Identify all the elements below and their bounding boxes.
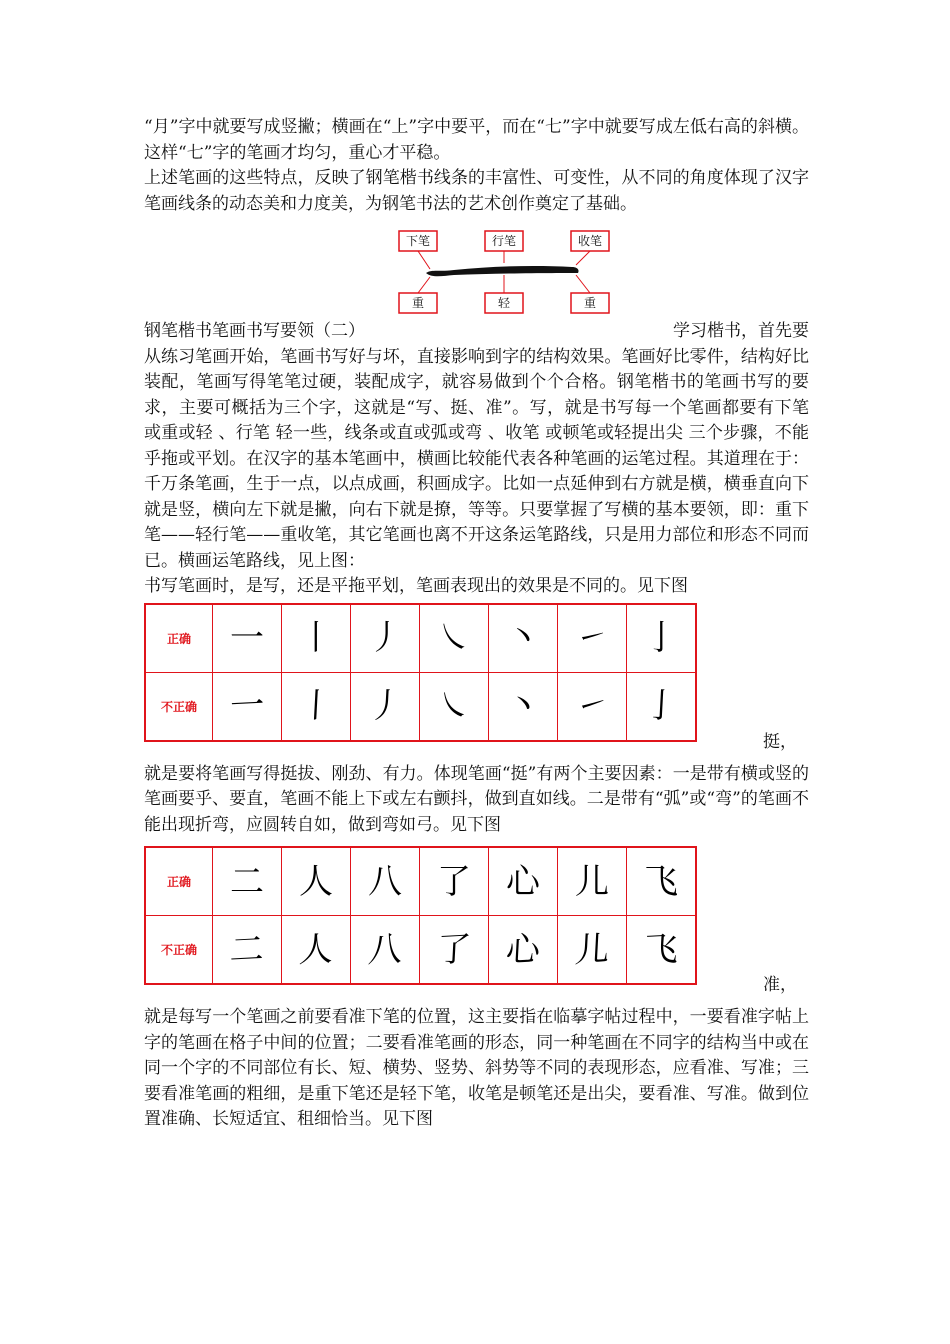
table-cell	[213, 672, 282, 741]
horizontal-stroke-diagram	[144, 229, 809, 317]
stroke-glyph: ㇏	[437, 618, 471, 658]
char-glyph: 飞	[644, 861, 678, 902]
stroke-glyph: ㇏	[435, 685, 473, 727]
stroke-glyph: 丶	[506, 618, 540, 658]
char-glyph: 八	[368, 861, 402, 902]
stroke-table-1	[144, 603, 809, 752]
char-glyph: 飞	[642, 928, 680, 971]
comparison-table	[144, 603, 697, 742]
document-page	[144, 115, 809, 1133]
char-glyph: 儿	[575, 861, 609, 902]
stroke-glyph: ㇀	[575, 618, 609, 658]
arrow-line	[576, 251, 590, 265]
brush-stroke	[426, 266, 579, 276]
paragraph: 就是每写一个笔画之前要看准下笔的位置，这主要指在临摹字帖过程中，一要看准字帖上字的笔画在格子中间的位置；二要看准笔画的形态，同一种笔画在不同字的结构当中或在同一个字的不同部位有长、短、横势、竖势、斜势等不同的表现形态，应看准、写准；三要看准笔画的粗细，是重下笔还是轻下笔，收笔是顿笔还是出尖，要看准、写准。做到位置准确、长短适宜、租细恰当。见下图	[144, 1007, 809, 1129]
stroke-glyph: 丶	[504, 685, 542, 727]
section-title: 钢笔楷书笔画书写要领（二）	[144, 321, 365, 341]
stroke-glyph: 一	[230, 618, 264, 658]
label-shoubi: 收笔	[577, 234, 603, 248]
table-cell	[420, 916, 489, 985]
table-row	[145, 847, 696, 916]
trailing-word: 准，	[763, 975, 797, 995]
table-cell	[420, 672, 489, 741]
comparison-table	[144, 846, 697, 985]
char-glyph: 人	[297, 928, 335, 971]
table-cell	[420, 604, 489, 673]
label-zhong-1: 重	[411, 296, 425, 310]
stroke-glyph: 丿	[366, 685, 404, 727]
section-heading-row	[144, 319, 809, 345]
stroke-glyph: 亅	[642, 685, 680, 727]
arrow-line	[418, 251, 430, 269]
arrow-line	[576, 275, 590, 293]
row-label-correct: 正确	[145, 604, 213, 673]
table-cell	[489, 916, 558, 985]
table-cell	[351, 916, 420, 985]
table-cell	[282, 672, 351, 741]
stroke-diagram-svg	[394, 229, 614, 317]
table-row	[145, 916, 696, 985]
row-label-incorrect: 不正确	[145, 916, 213, 985]
label-qing: 轻	[497, 296, 511, 310]
label-zhong-2: 重	[583, 296, 597, 310]
table-cell	[351, 604, 420, 673]
table-row	[145, 672, 696, 741]
label-xingbi: 行笔	[491, 234, 517, 248]
table-cell	[558, 916, 627, 985]
stroke-glyph: 丨	[299, 618, 333, 658]
stroke-glyph: 丨	[297, 685, 335, 727]
table-cell	[558, 847, 627, 916]
table-cell	[282, 916, 351, 985]
stroke-glyph: 丿	[368, 618, 402, 658]
section-intro-right: 学习楷书，首先要	[673, 321, 809, 341]
table-cell	[627, 672, 697, 741]
table-cell	[489, 847, 558, 916]
char-glyph: 了	[435, 928, 473, 971]
stroke-glyph: ㇀	[573, 685, 611, 727]
table-cell	[627, 604, 697, 673]
char-glyph: 二	[230, 861, 264, 902]
paragraph: 上述笔画的这些特点，反映了钢笔楷书线条的丰富性、可变性，从不同的角度体现了汉字笔画线条的动态美和力度美，为钢笔书法的艺术创作奠定了基础。	[144, 168, 809, 214]
paragraph: 书写笔画时，是写，还是平拖平划，笔画表现出的效果是不同的。见下图	[144, 576, 688, 596]
table-cell	[351, 672, 420, 741]
table-cell	[558, 604, 627, 673]
paragraph: “月”字中就要写成竖撇；横画在“上”字中要平，而在“七”字中就要写成左低右高的斜横。这样“七”字的笔画才均匀，重心才平稳。	[144, 117, 809, 163]
char-glyph: 人	[299, 861, 333, 902]
row-label-correct: 正确	[145, 847, 213, 916]
paragraph: 就是要将笔画写得挺拔、刚劲、有力。体现笔画“挺”有两个主要因素：一是带有横或竖的笔画要乎、要直，笔画不能上下或左右颤抖，做到直如线。二是带有“弧”或“弯”的笔画不能出现折弯，应圆转自如，做到弯如弓。见下图	[144, 763, 809, 835]
table-cell	[489, 672, 558, 741]
arrow-line	[418, 277, 430, 293]
table-cell	[420, 847, 489, 916]
char-glyph: 儿	[573, 928, 611, 971]
stroke-table-2	[144, 846, 809, 995]
stroke-glyph: 一	[228, 685, 266, 727]
table-cell	[213, 916, 282, 985]
row-label-incorrect: 不正确	[145, 672, 213, 741]
table-cell	[489, 604, 558, 673]
table-cell	[213, 847, 282, 916]
char-glyph: 心	[504, 928, 542, 971]
table-cell	[213, 604, 282, 673]
char-glyph: 了	[437, 861, 471, 902]
trailing-word: 挺，	[763, 731, 797, 752]
char-glyph: 二	[228, 928, 266, 971]
label-xiabi: 下笔	[405, 234, 431, 248]
stroke-glyph: 亅	[644, 618, 678, 658]
table-cell	[282, 604, 351, 673]
table-cell	[351, 847, 420, 916]
char-glyph: 八	[366, 928, 404, 971]
table-cell	[627, 847, 697, 916]
table-cell	[558, 672, 627, 741]
table-cell	[627, 916, 697, 985]
table-cell	[282, 847, 351, 916]
table-row	[145, 604, 696, 673]
paragraph: 从练习笔画开始，笔画书写好与坏，直接影响到字的结构效果。笔画好比零件，结构好比装配，笔画写得笔笔过硬，装配成字，就容易做到个个合格。钢笔楷书的笔画书写的要求，主要可概括为三个字，这就是“写、挺、准”。写，就是书写每一个笔画都要有下笔 或重或轻 、行笔 轻一些，线条或直或弧或弯 、收笔 或顿笔或轻提出尖 三个步骤，不能乎拖或平划。在汉字的基本笔画中，横画比较能代表各种笔画的运笔过程。其道理在于：千万条笔画，生于一点，以点成画，积画成字。比如一点延伸到右方就是横，横垂直向下就是竖，横向左下就是撇，向右下就是撩，等等。只要掌握了写横的基本要领，即：重下笔——轻行笔——重收笔，其它笔画也离不开这条运笔路线，只是用力部位和形态不同而已。横画运笔路线，见上图：	[144, 346, 809, 571]
char-glyph: 心	[506, 861, 540, 902]
